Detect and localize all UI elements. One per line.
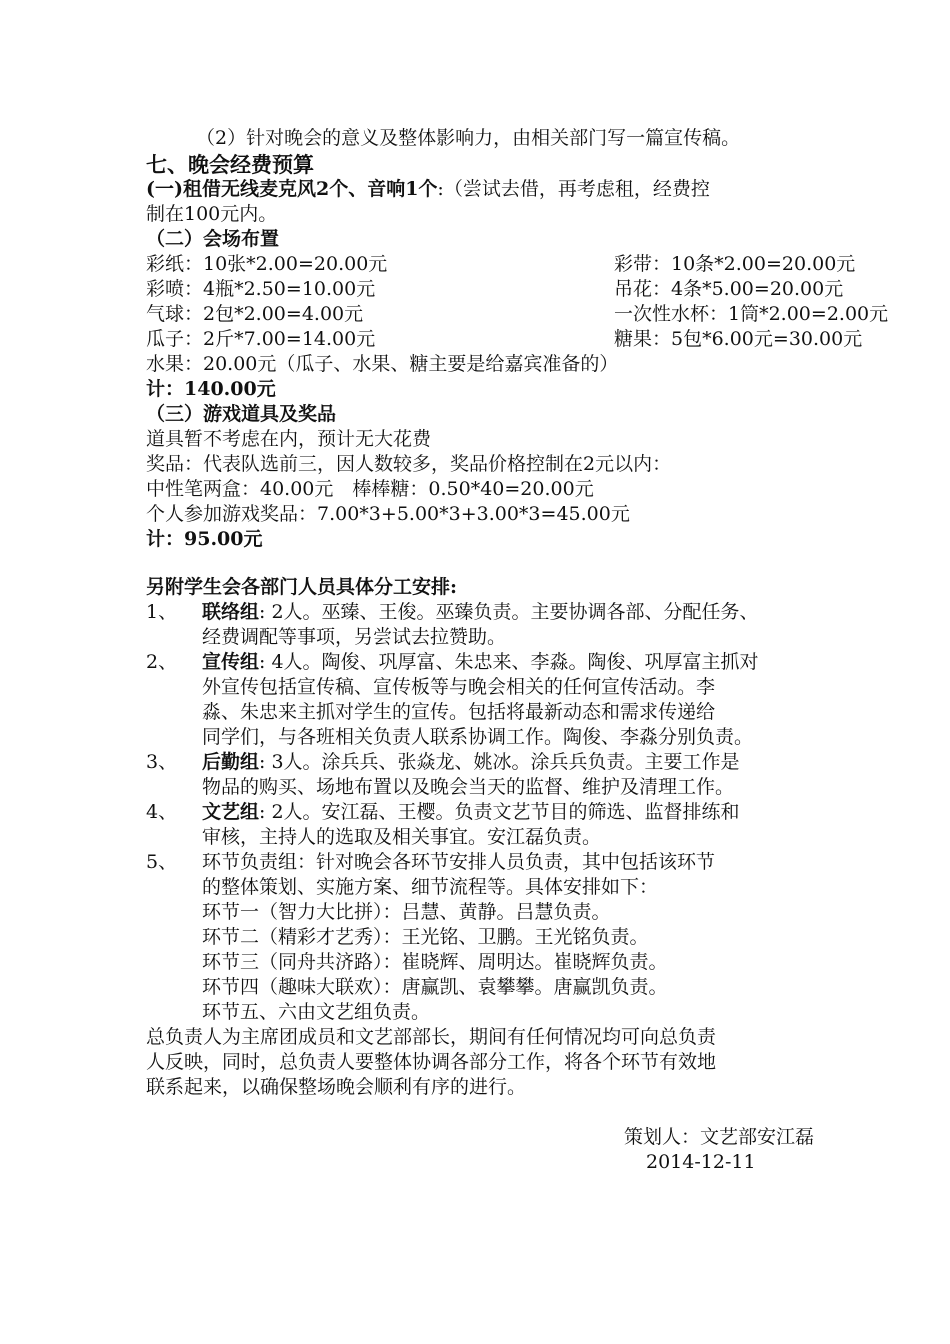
fruit-line: 水果：20.00元（瓜子、水果、糖主要是给嘉宾准备的） xyxy=(146,353,619,375)
rental-text-a: :（尝试去借，再考虑租，经费控 xyxy=(437,178,710,200)
list-item-text: 环节负责组：针对晚会各环节安排人员负责，其中包括该环节 xyxy=(202,851,716,873)
list-item-text: 物品的购买、场地布置以及晚会当天的监督、维护及清理工作。 xyxy=(202,776,735,798)
personal-prizes-line: 个人参加游戏奖品：7.00*3+5.00*3+3.00*3=45.00元 xyxy=(146,503,630,525)
group-name: 联络组 xyxy=(202,601,260,623)
group-name: 宣传组 xyxy=(202,651,260,673)
venue-total: 计：140.00元 xyxy=(146,378,276,400)
venue-item: 彩喷：4瓶*2.50=10.00元 xyxy=(146,278,376,300)
venue-item: 气球：2包*2.00=4.00元 xyxy=(146,303,364,325)
venue-row xyxy=(146,277,844,302)
list-item-text: 同学们，与各班相关负责人联系协调工作。陶俊、李淼分别负责。 xyxy=(202,726,754,748)
pens-line: 中性笔两盒：40.00元 棒棒糖：0.50*40=20.00元 xyxy=(146,478,594,500)
segment-line: 环节三（同舟共济路）：崔晓辉、周明达。崔晓辉负责。 xyxy=(202,951,668,973)
list-item xyxy=(202,800,814,825)
prizes-line: 奖品：代表队选前三，因人数较多，奖品价格控制在2元以内： xyxy=(146,453,672,475)
props-line: 道具暂不考虑在内，预计无大花费 xyxy=(146,428,432,450)
planner-signature: 策划人：文艺部安江磊 xyxy=(623,1126,814,1148)
list-item-text: 外宣传包括宣传稿、宣传板等与晚会相关的任何宣传活动。李 xyxy=(202,676,716,698)
games-total: 计：95.00元 xyxy=(146,528,263,550)
list-item-text: 淼、朱忠来主抓对学生的宣传。包括将最新动态和需求传递给 xyxy=(202,701,716,723)
rental-title: (一)租借无线麦克风2个、音响1个 xyxy=(146,178,438,200)
venue-item: 一次性水杯：1筒*2.00=2.00元 xyxy=(614,303,889,325)
venue-row xyxy=(146,327,863,352)
section-7-title: 七、晚会经费预算 xyxy=(146,152,314,177)
list-number: 1、 xyxy=(146,601,178,623)
list-item-text: : 2人。安江磊、王樱。负责文艺节目的筛选、监督排练和 xyxy=(259,801,740,823)
closing-line: 总负责人为主席团成员和文艺部部长，期间有任何情况均可向总负责 xyxy=(146,1026,717,1048)
venue-item: 糖果：5包*6.00元=30.00元 xyxy=(614,328,863,350)
group-name: 文艺组 xyxy=(202,801,260,823)
list-item xyxy=(202,600,814,625)
list-number: 3、 xyxy=(146,751,178,773)
list-item-text: 审核，主持人的选取及相关事宜。安江磊负责。 xyxy=(202,826,602,848)
closing-line: 人反映，同时，总负责人要整体协调各部分工作，将各个环节有效地 xyxy=(146,1051,717,1073)
venue-title: （二）会场布置 xyxy=(146,228,280,250)
group-name: 后勤组 xyxy=(202,751,260,773)
list-number: 5、 xyxy=(146,851,178,873)
list-item-text: : 4人。陶俊、巩厚富、朱忠来、李淼。陶俊、巩厚富主抓对 xyxy=(259,651,759,673)
intro-item-2: （2）针对晚会的意义及整体影响力，由相关部门写一篇宣传稿。 xyxy=(196,127,741,149)
venue-item: 瓜子：2斤*7.00=14.00元 xyxy=(146,328,376,350)
games-title: （三）游戏道具及奖品 xyxy=(146,403,337,425)
rental-text-b: 制在100元内。 xyxy=(146,203,278,225)
list-item xyxy=(202,650,814,675)
venue-item: 彩带：10条*2.00=20.00元 xyxy=(614,253,856,275)
list-item-text: : 2人。巫臻、王俊。巫臻负责。主要协调各部、分配任务、 xyxy=(259,601,759,623)
list-item-text: 的整体策划、实施方案、细节流程等。具体安排如下： xyxy=(202,876,659,898)
segment-line: 环节四（趣味大联欢）：唐赢凯、袁攀攀。唐赢凯负责。 xyxy=(202,976,668,998)
venue-item: 吊花：4条*5.00=20.00元 xyxy=(614,278,844,300)
list-number: 4、 xyxy=(146,801,178,823)
appendix-title: 另附学生会各部门人员具体分工安排: xyxy=(146,576,458,598)
segment-line: 环节二（精彩才艺秀）：王光铭、卫鹏。王光铭负责。 xyxy=(202,926,649,948)
list-item xyxy=(202,750,814,775)
closing-line: 联系起来，以确保整场晚会顺利有序的进行。 xyxy=(146,1076,527,1098)
segment-line: 环节五、六由文艺组负责。 xyxy=(202,1001,431,1023)
signature-date: 2014-12-11 xyxy=(646,1151,756,1173)
list-number: 2、 xyxy=(146,651,178,673)
list-item-text: : 3人。涂兵兵、张焱龙、姚冰。涂兵兵负责。主要工作是 xyxy=(259,751,740,773)
venue-row xyxy=(146,302,889,327)
segment-line: 环节一（智力大比拼）：吕慧、黄静。吕慧负责。 xyxy=(202,901,611,923)
venue-row xyxy=(146,252,856,277)
rental-line-1 xyxy=(146,177,814,202)
list-item-text: 经费调配等事项，另尝试去拉赞助。 xyxy=(202,626,507,648)
venue-item: 彩纸：10张*2.00=20.00元 xyxy=(146,253,388,275)
